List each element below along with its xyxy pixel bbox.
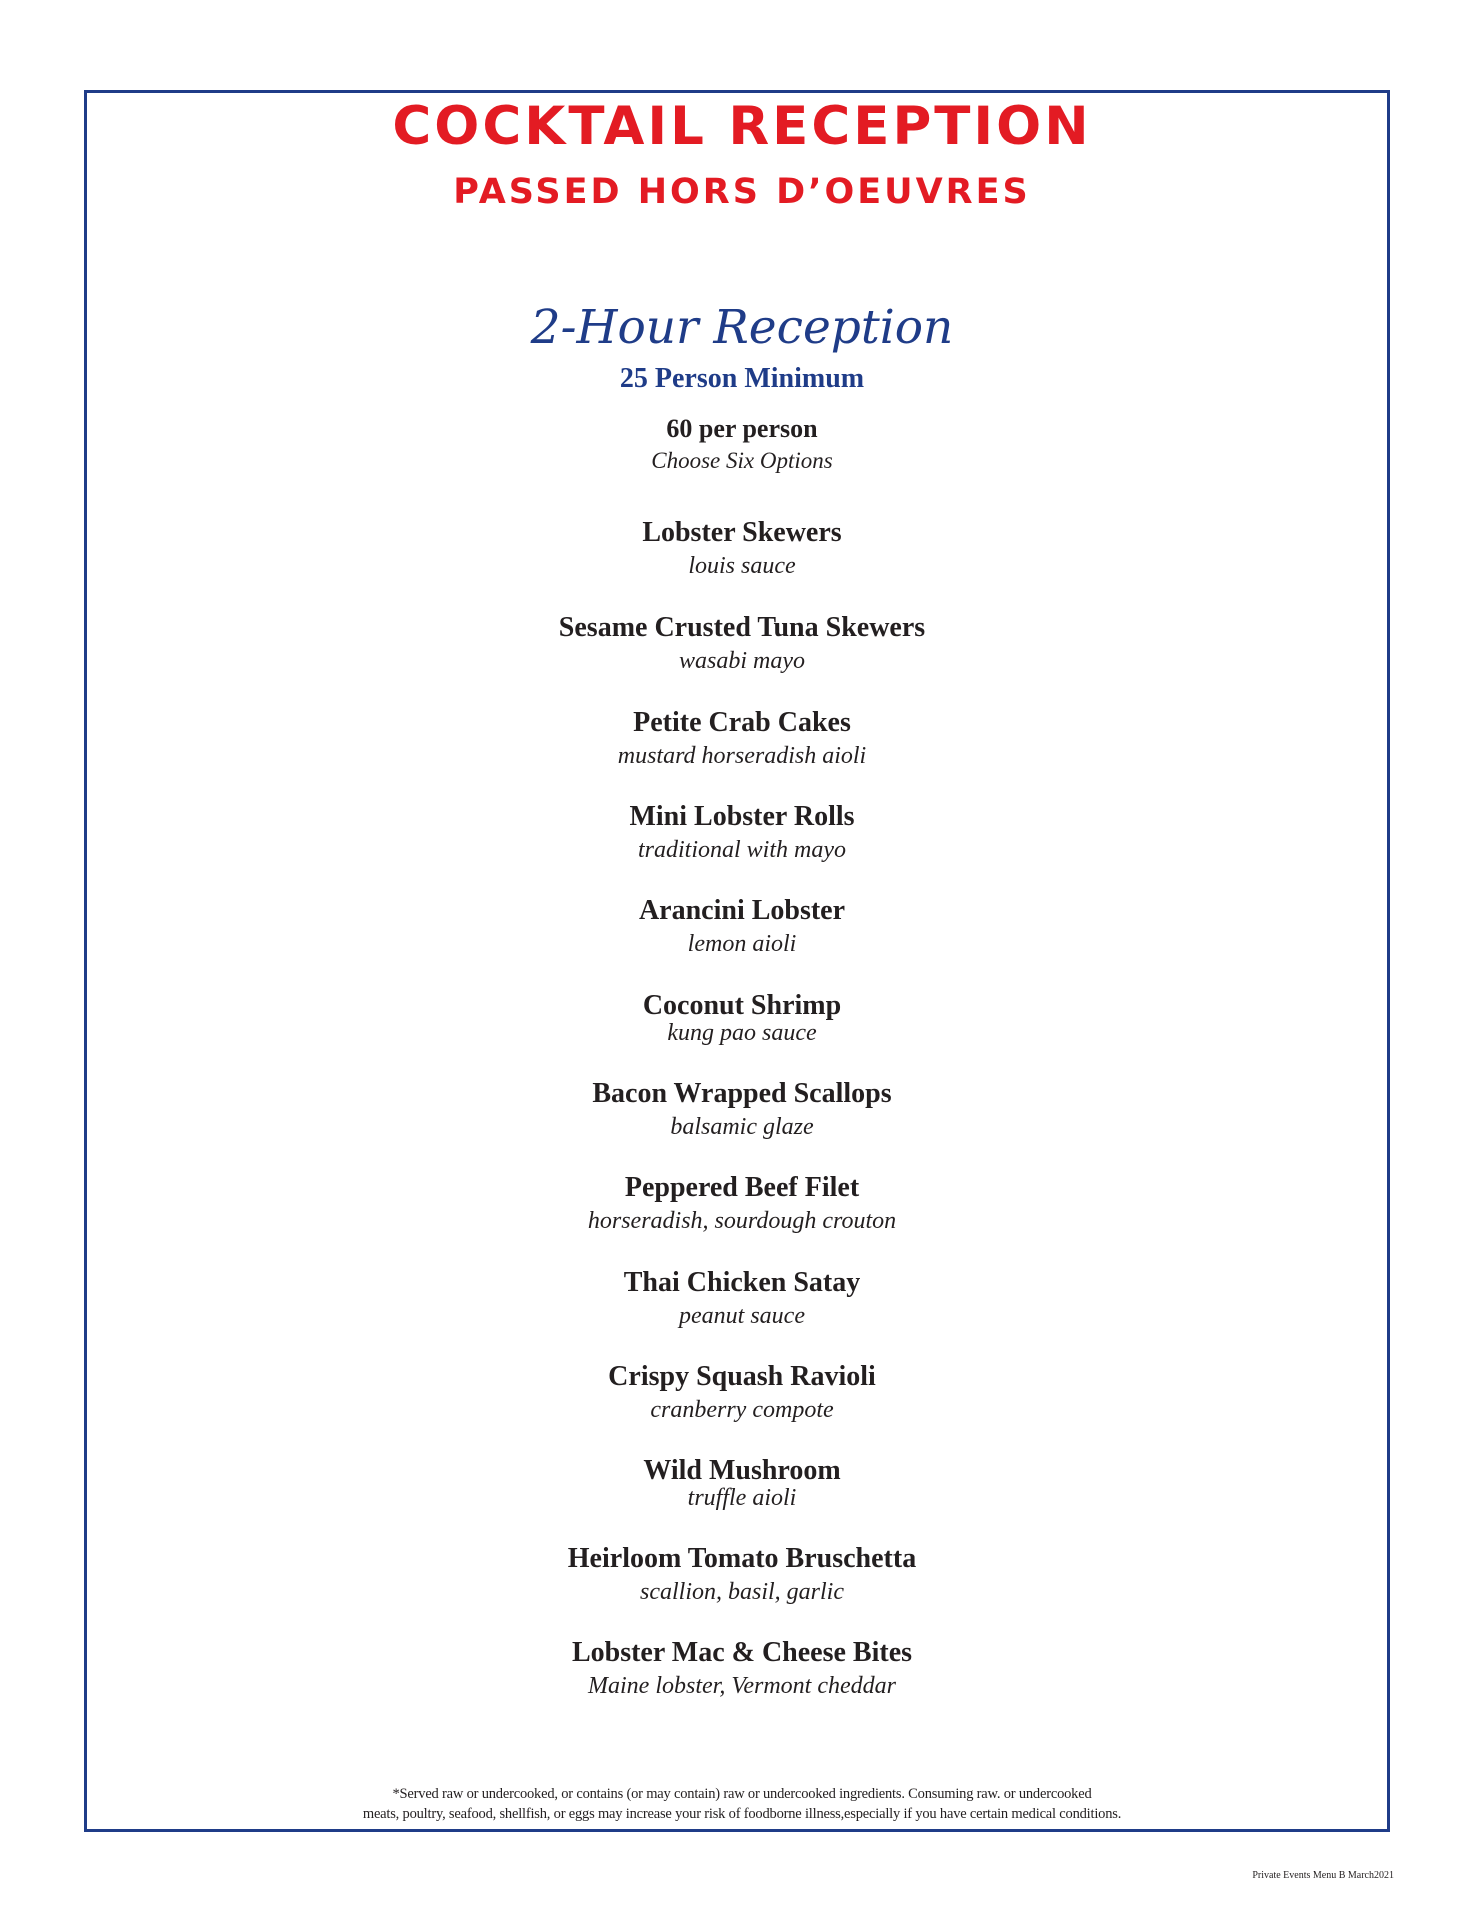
food-safety-disclaimer — [0, 1784, 1484, 1824]
item-name: Peppered Beef Filet — [624, 1172, 860, 1203]
menu-item — [0, 1174, 1484, 1233]
item-name: Lobster Mac & Cheese Bites — [571, 1637, 913, 1668]
footer-note: Private Events Menu B March2021 — [1252, 1870, 1394, 1881]
person-minimum: 25 Person Minimum — [619, 363, 865, 394]
disclaimer-line: meats, poultry, seafood, shellfish, or eggs may increase your risk of foodborne illness,especially if you have certain medical conditions. — [362, 1806, 1122, 1822]
item-name: Petite Crab Cakes — [633, 707, 851, 738]
menu-item — [0, 1080, 1484, 1139]
menu-item — [0, 519, 1484, 578]
price-per-person: 60 per person — [666, 414, 818, 443]
item-description: Maine lobster, Vermont cheddar — [588, 1673, 896, 1699]
menu-title: COCKTAIL RECEPTION — [392, 96, 1092, 157]
menu-item — [0, 992, 1484, 1045]
menu-item — [0, 1363, 1484, 1422]
menu-item — [0, 709, 1484, 768]
menu-item — [0, 1639, 1484, 1698]
item-description: traditional with mayo — [637, 837, 846, 863]
item-description: peanut sauce — [679, 1303, 805, 1329]
menu-item — [0, 1457, 1484, 1510]
item-description: kung pao sauce — [667, 1020, 817, 1046]
item-name: Sesame Crusted Tuna Skewers — [558, 612, 926, 643]
item-name: Crispy Squash Ravioli — [608, 1361, 876, 1392]
item-name: Wild Mushroom — [643, 1455, 841, 1486]
menu-item — [0, 897, 1484, 956]
choose-instruction: Choose Six Options — [651, 448, 833, 473]
menu-item — [0, 1269, 1484, 1328]
item-name: Mini Lobster Rolls — [629, 801, 855, 832]
item-description: wasabi mayo — [679, 648, 805, 674]
item-name: Arancini Lobster — [638, 895, 846, 926]
item-name: Heirloom Tomato Bruschetta — [567, 1543, 917, 1574]
item-description: balsamic glaze — [670, 1114, 814, 1140]
reception-name: 2-Hour Reception — [530, 300, 954, 355]
disclaimer-line: *Served raw or undercooked, or contains (or may contain) raw or undercooked ingredients. Consuming raw. or undercooked — [392, 1786, 1092, 1802]
item-name: Coconut Shrimp — [642, 990, 842, 1021]
item-description: lemon aioli — [687, 931, 797, 957]
item-description: scallion, basil, garlic — [640, 1579, 844, 1605]
item-description: cranberry compote — [650, 1397, 834, 1423]
item-description: louis sauce — [688, 553, 796, 579]
menu-item — [0, 803, 1484, 862]
item-description: mustard horseradish aioli — [617, 743, 867, 769]
menu-item — [0, 614, 1484, 673]
menu-item — [0, 1545, 1484, 1604]
item-name: Lobster Skewers — [642, 517, 842, 548]
item-description: horseradish, sourdough crouton — [587, 1208, 897, 1234]
item-name: Bacon Wrapped Scallops — [592, 1078, 892, 1109]
item-name: Thai Chicken Satay — [623, 1267, 861, 1298]
item-description: truffle aioli — [687, 1485, 797, 1511]
menu-subtitle: PASSED HORS D’OEUVRES — [453, 172, 1031, 212]
